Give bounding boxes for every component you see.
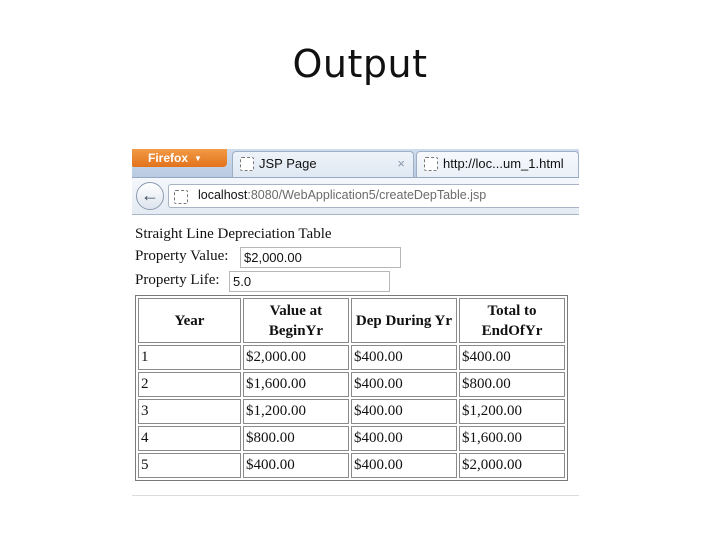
table-cell: $2,000.00: [459, 453, 565, 478]
table-cell: 2: [138, 372, 241, 397]
site-identity-icon[interactable]: [174, 190, 188, 204]
table-cell: 5: [138, 453, 241, 478]
table-cell: $1,600.00: [459, 426, 565, 451]
firefox-menu-button[interactable]: [132, 149, 227, 167]
dropdown-caret-icon: ▼: [194, 154, 202, 163]
table-header-row: [138, 298, 565, 343]
table-cell: $400.00: [459, 345, 565, 370]
address-bar[interactable]: [168, 184, 579, 208]
table-cell: $400.00: [351, 345, 457, 370]
table-cell: $2,000.00: [243, 345, 349, 370]
address-url: [198, 188, 486, 202]
browser-window: [132, 149, 579, 496]
tab-localhost[interactable]: [416, 151, 579, 177]
firefox-menu-label: Firefox: [148, 151, 189, 165]
url-host: localhost: [198, 188, 248, 202]
close-tab-icon[interactable]: ×: [397, 156, 405, 171]
table-cell: $400.00: [243, 453, 349, 478]
column-header-dep-during-yr: Dep During Yr: [351, 298, 457, 343]
property-life-input[interactable]: 5.0: [229, 271, 390, 292]
table-cell: $400.00: [351, 399, 457, 424]
table-cell: $1,200.00: [243, 399, 349, 424]
tab-label: http://loc...um_1.html: [443, 156, 564, 171]
slide-title: Output: [292, 42, 428, 86]
column-header-value-at-beginyr: Value at BeginYr: [243, 298, 349, 343]
property-life-label: Property Life:: [135, 272, 220, 288]
table-row: [138, 399, 565, 424]
table-cell: $1,200.00: [459, 399, 565, 424]
back-arrow-icon: ←: [141, 185, 159, 205]
tab-strip: [132, 149, 579, 178]
tab-jsp-page[interactable]: [232, 151, 414, 177]
property-value-input[interactable]: $2,000.00: [240, 247, 401, 268]
page-favicon-icon: [240, 157, 254, 171]
table-cell: $400.00: [351, 453, 457, 478]
page-heading: Straight Line Depreciation Table: [135, 226, 332, 242]
table-cell: $800.00: [459, 372, 565, 397]
navigation-bar: [132, 178, 579, 215]
table-row: [138, 372, 565, 397]
table-row: [138, 345, 565, 370]
back-button[interactable]: [136, 182, 164, 210]
table-row: [138, 426, 565, 451]
column-header-total-to-endofyr: Total to EndOfYr: [459, 298, 565, 343]
table-cell: $400.00: [351, 426, 457, 451]
tab-label: JSP Page: [259, 156, 317, 171]
page-favicon-icon: [424, 157, 438, 171]
table-cell: 3: [138, 399, 241, 424]
table-row: [138, 453, 565, 478]
table-cell: $400.00: [351, 372, 457, 397]
page-content: [132, 215, 579, 495]
column-header-year: Year: [138, 298, 241, 343]
depreciation-table: [135, 295, 568, 481]
property-value-label: Property Value:: [135, 248, 229, 264]
table-cell: $1,600.00: [243, 372, 349, 397]
table-cell: $800.00: [243, 426, 349, 451]
table-cell: 4: [138, 426, 241, 451]
url-path: :8080/WebApplication5/createDepTable.jsp: [247, 188, 487, 202]
table-cell: 1: [138, 345, 241, 370]
